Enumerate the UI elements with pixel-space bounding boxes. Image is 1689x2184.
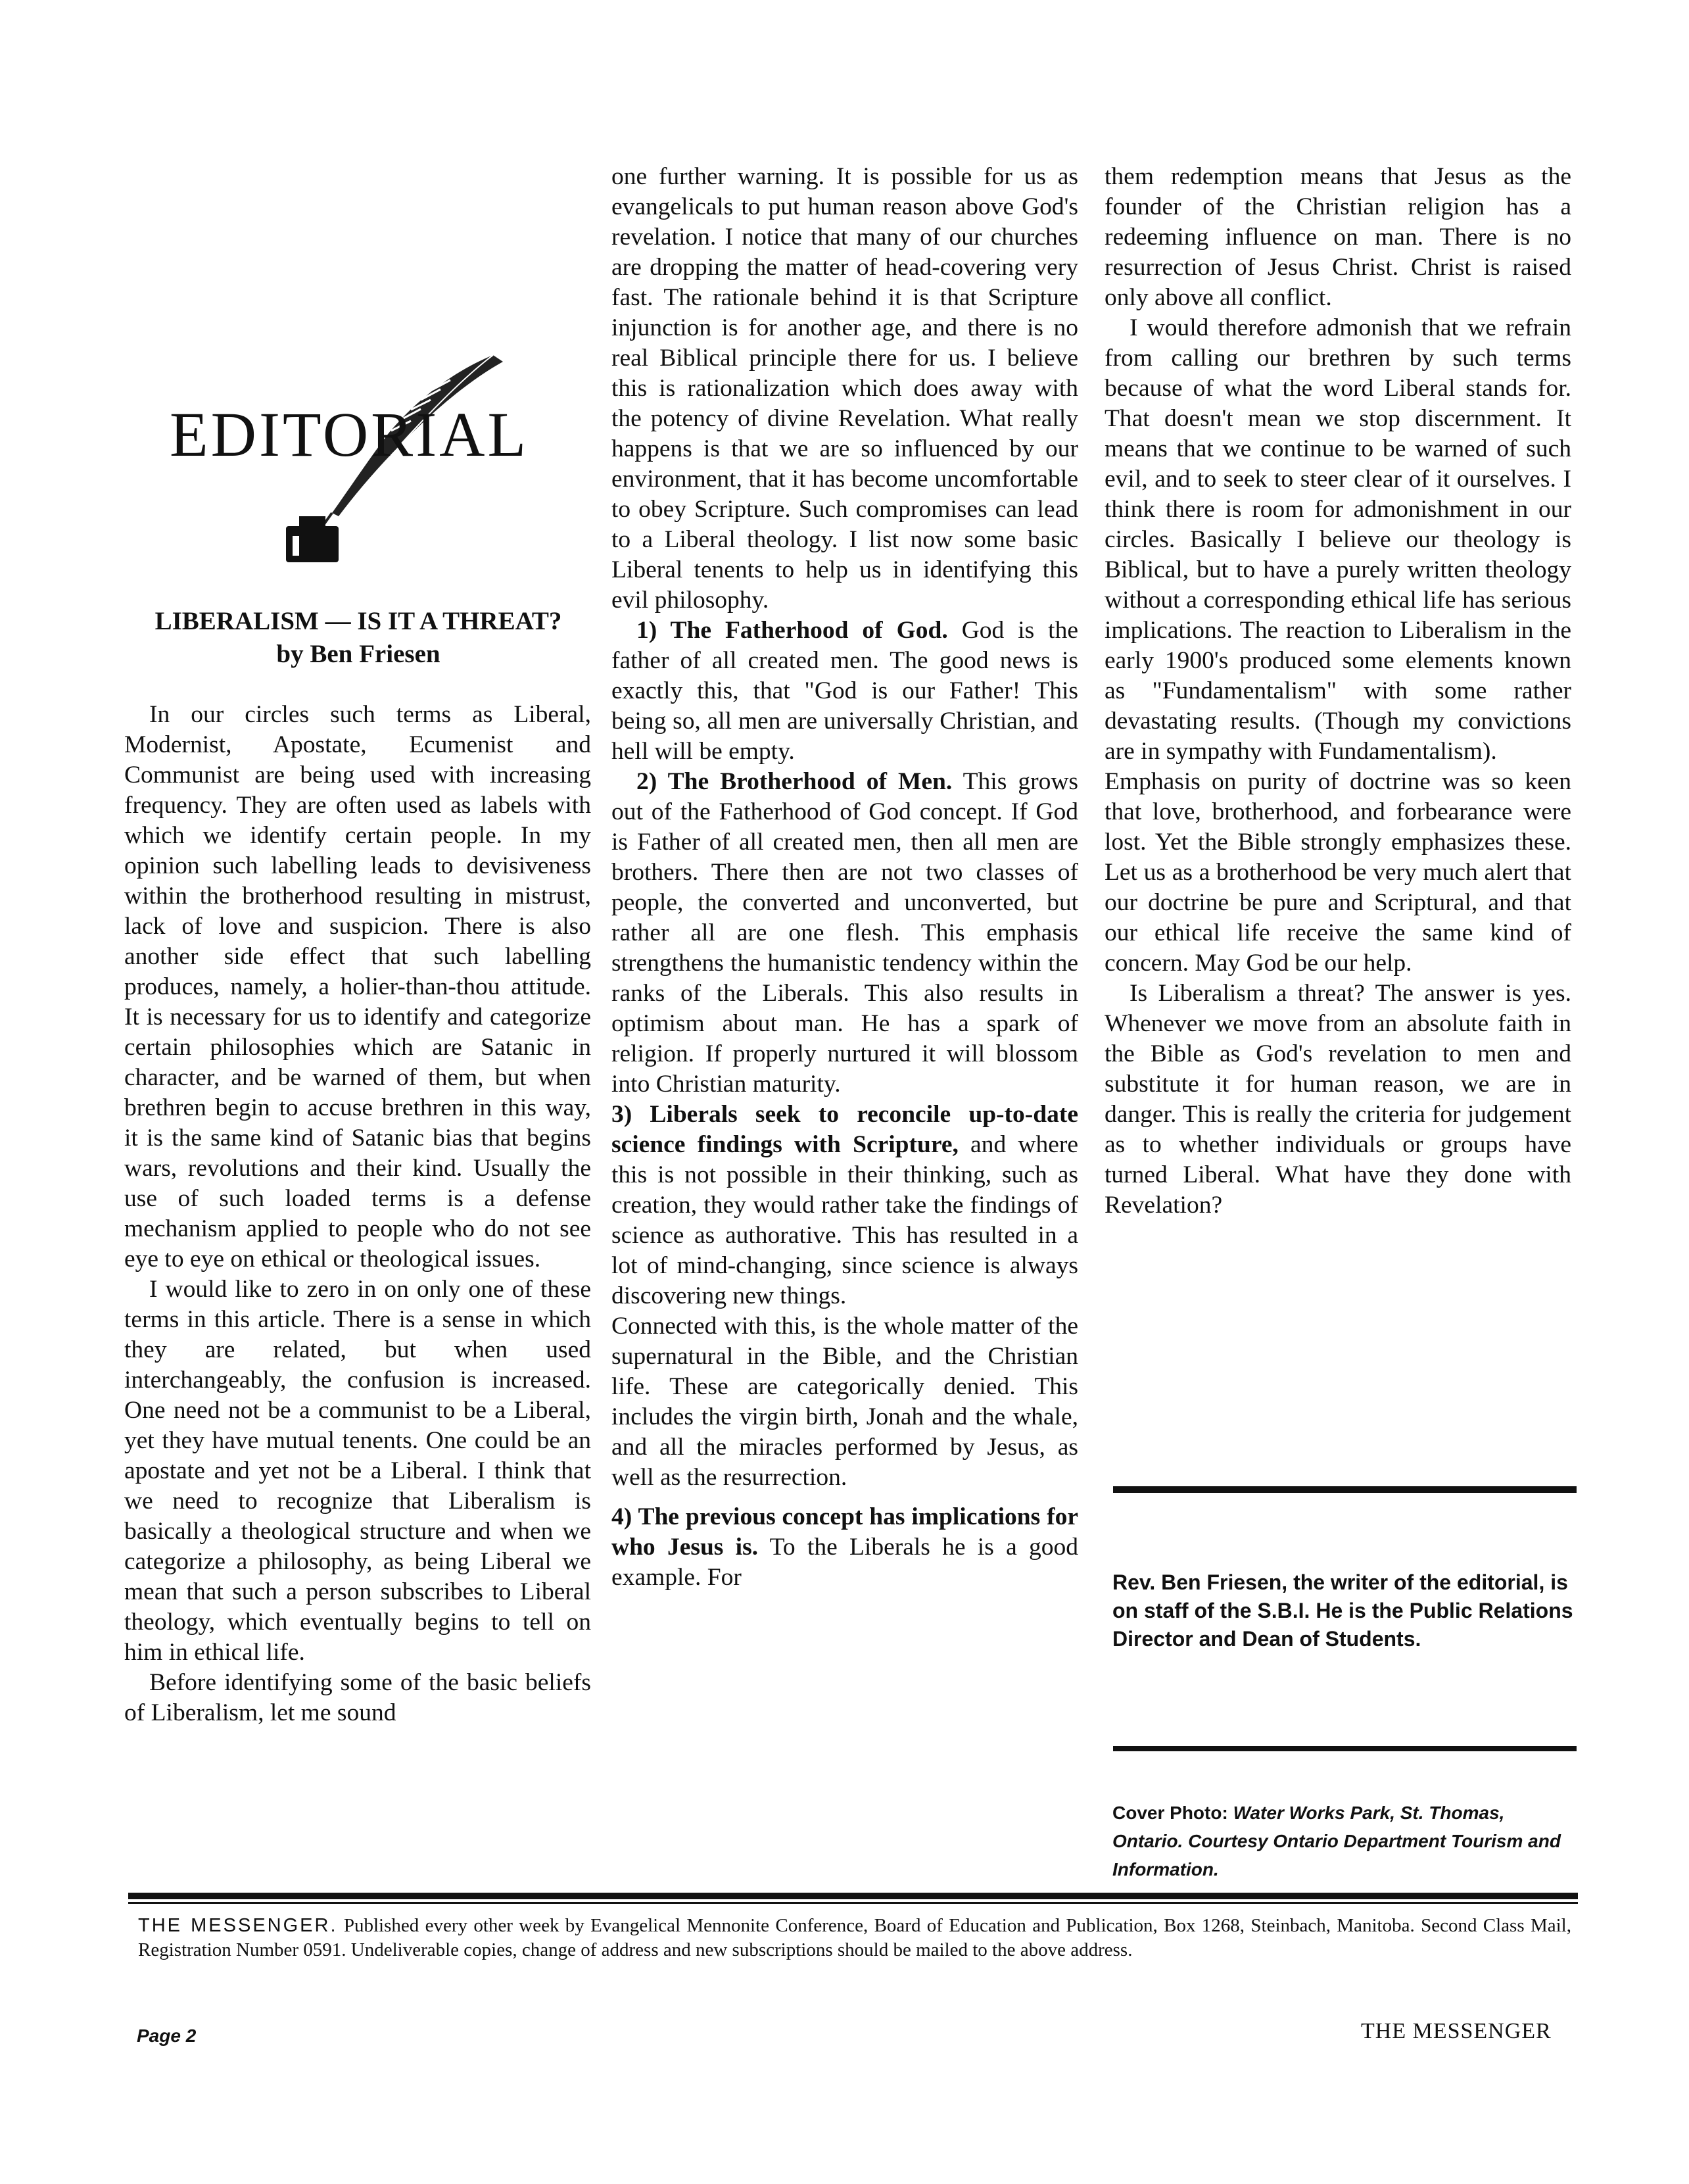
col3-paragraph-2: I would therefore admonish that we refrain from calling our brethren by such terms because of what the word Liberal stands for. That doesn't mean we stop discernment. It means that we continue to be warned of such evil, and to seek to steer clear of it ourselves. I think there is room for admonishment in our circles. Basically I believe our theology is Biblical, but to have a purely written theology without a corresponding ethical life has serious implications. The reaction to Liberalism in the early 1900's produced some elements known as "Fundamentalism" with some rather devastating results. (Though my convictions are in sympathy with Fundamentalism). (1105, 314, 1571, 765)
divider-top (1113, 1486, 1577, 1493)
publication-info-name: THE MESSENGER. (138, 1915, 338, 1936)
column-2 (611, 162, 1078, 1593)
col1-paragraph-2: I would like to zero in on only one of these terms in this article. There is a sense in which they are related, but when used interchangeably, the confusion is increased. One need not be a communist to be a Liberal, yet they have mutual tenents. One could be an apostate and yet not be a Liberal. I think that we need to recognize that Liberalism is basically a theological structure and when we categorize a philosophy, as being Liberal we mean that such a person subscribes to Liberal theology, which eventually begins to tell on him in ethical life. (124, 1276, 591, 1666)
footer-rule-thin (128, 1902, 1578, 1904)
article-title: LIBERALISM — IS IT A THREAT? (155, 607, 562, 635)
tenet-3-text: and where this is not possible in their thinking, such as creation, they would rather take the findings of science as authorative. This has resulted in a lot of mind-changing, since science is always discovering new things. (611, 1131, 1078, 1309)
page-number: Page 2 (137, 2026, 197, 2046)
tenet-4 (611, 1502, 1078, 1593)
tenet-3 (611, 1100, 1078, 1311)
col2-paragraph-5: Connected with this, is the whole matter of the supernatural in the Bible, and the Christian life. These are categorically denied. This includes the virgin birth, Jonah and the whale, and all the miracles performed by Jesus, as well as the resurrection. (611, 1313, 1078, 1491)
tenet-2 (611, 767, 1078, 1100)
tenet-4-heading: 4) The previous concept has implications for who Jesus is. (611, 1503, 1078, 1561)
cover-photo-credit (1112, 1799, 1577, 1883)
footer-rule (128, 1893, 1578, 1899)
cover-photo-label: Cover Photo: (1112, 1803, 1228, 1823)
cover-photo-text: Water Works Park, St. Thomas, Ontario. Courtesy Ontario Department Tourism and Information. (1112, 1803, 1561, 1880)
publication-name: THE MESSENGER (1361, 2019, 1552, 2043)
tenet-1-text: God is the father of all created men. The good news is exactly this, that "God is our Father! This being so, all men are universally Christian, and hell will be empty. (611, 617, 1078, 765)
col3-paragraph-4: Is Liberalism a threat? The answer is yes. Whenever we move from an absolute faith in the Bible as God's revelation to men and substitute it for human reason, we are in danger. This is really the criteria for judgement as to whether individuals or groups have turned Liberal. What have they done with Revelation? (1105, 980, 1571, 1219)
tenet-2-heading: 2) The Brotherhood of Men. (636, 768, 953, 795)
editorial-logo (118, 329, 565, 566)
tenet-4-text: To the Liberals he is a good example. For (611, 1534, 1078, 1591)
column-3 (1105, 162, 1571, 1221)
column-1 (124, 700, 591, 1728)
col1-paragraph-3: Before identifying some of the basic beliefs of Liberalism, let me sound (124, 1669, 591, 1726)
publication-info-text: Published every other week by Evangelical Mennonite Conference, Board of Education and Publication, Box 1268, Steinbach, Manitoba. Second Class Mail, Registration Number 0591. Undeliverable copies, change of address and new subscriptions should be mailed to the above address. (138, 1915, 1571, 1960)
col2-paragraph-1: one further warning. It is possible for us as evangelicals to put human reason above God's revelation. I notice that many of our churches are dropping the matter of head-covering very fast. The rationale behind it is that Scripture injunction is for another age, and there is no real Biblical principle there for us. I believe this is rationalization which does away with the potency of divine Revelation. What really happens is that we are so influenced by our environment, that it has become uncomfortable to obey Scripture. Such compromises can lead to a Liberal theology. I list now some basic Liberal tenents to help us in identifying this evil philosophy. (611, 163, 1078, 614)
author-bio: Rev. Ben Friesen, the writer of the editorial, is on staff of the S.B.I. He is the Public Relations Director and Dean of Students. (1112, 1570, 1573, 1651)
editorial-heading: EDITORIAL (170, 399, 529, 470)
col3-paragraph-1: them redemption means that Jesus as the founder of the Christian religion has a redeeming influence on man. There is no resurrection of Jesus Christ. Christ is raised only above all conflict. (1105, 163, 1571, 311)
article-title-block (131, 605, 585, 671)
tenet-1 (611, 616, 1078, 767)
tenet-2-text: This grows out of the Fatherhood of God concept. If God is Father of all created men, then all men are brothers. There then are not two classes of people, the converted and unconverted, but rather all are one flesh. This emphasis strengthens the humanistic tendency within the ranks of the Liberals. This also results in optimism about man. He has a spark of religion. If properly nurtured it will blossom into Christian maturity. (611, 768, 1078, 1098)
tenet-3-heading: 3) Liberals seek to reconcile up-to-date science findings with Scripture, (611, 1101, 1078, 1158)
col1-paragraph-1: In our circles such terms as Liberal, Modernist, Apostate, Ecumenist and Communist are being used with increasing frequency. They are often used as labels with which we identify certain people. In my opinion such labelling leads to devisiveness within the brotherhood resulting in mistrust, lack of love and suspicion. There is also another side effect that such labelling produces, namely, a holier-than-thou attitude. It is necessary for us to identify and categorize certain philosophies which are Satanic in character, and be warned of them, but when brethren begin to accuse brethren in this way, it is the same kind of Satanic bias that begins wars, revolutions and their kind. Usually the use of such loaded terms is a defense mechanism applied to people who do not see eye to eye on ethical or theological issues. (124, 701, 591, 1273)
publication-info (138, 1914, 1571, 1962)
article-byline: by Ben Friesen (276, 640, 440, 668)
divider-bottom (1113, 1746, 1577, 1751)
col3-paragraph-3: Emphasis on purity of doctrine was so keen that love, brotherhood, and forbearance were lost. Yet the Bible strongly emphasizes these. Let us as a brotherhood be very much alert that our doctrine be pure and Scriptural, and that our ethical life receive the same kind of concern. May God be our help. (1105, 768, 1571, 977)
tenet-1-heading: 1) The Fatherhood of God. (636, 617, 948, 644)
